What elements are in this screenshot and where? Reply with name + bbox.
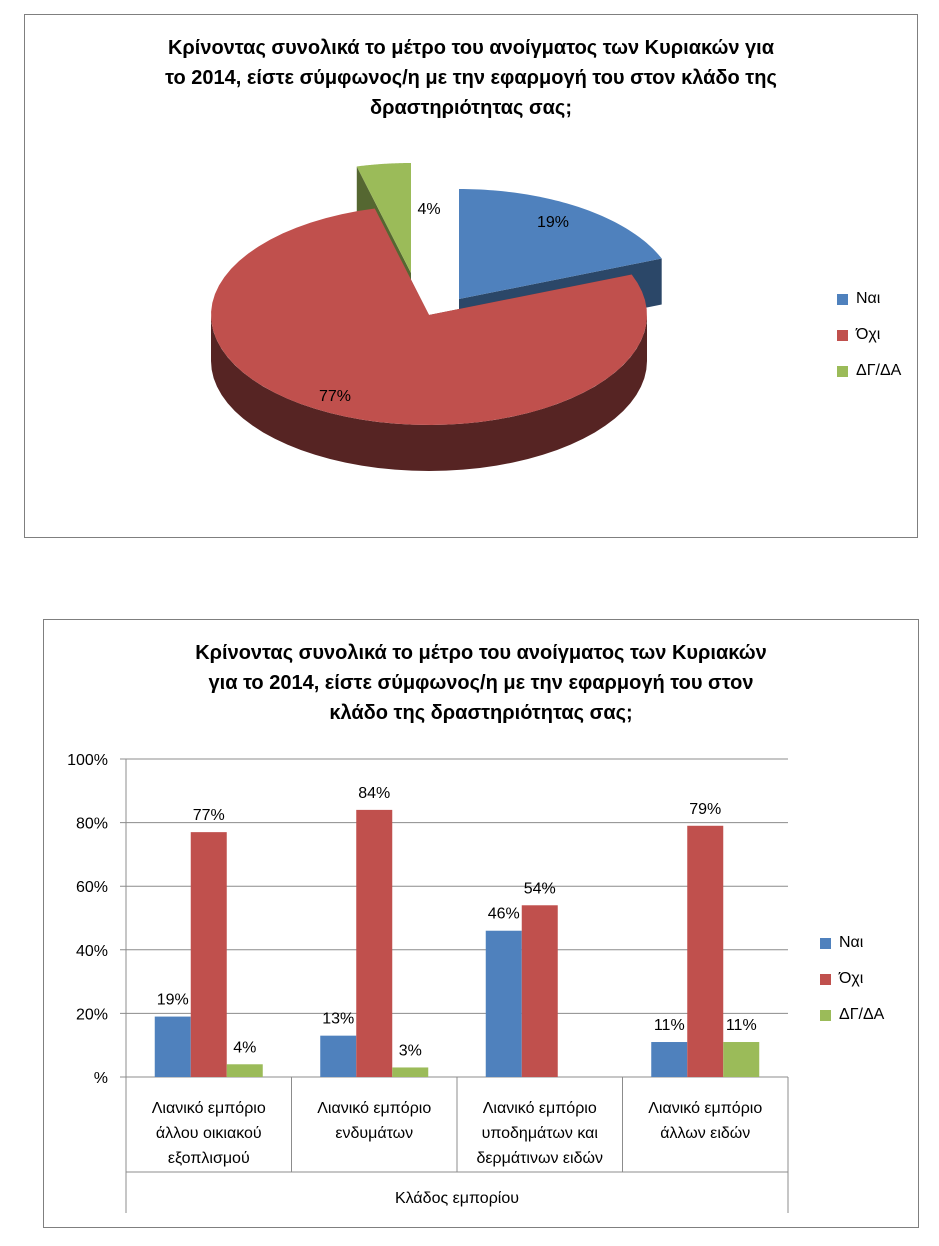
legend-swatch-no: [820, 974, 831, 985]
bar-chart-panel: [43, 619, 919, 1228]
legend-item-na: [837, 353, 901, 389]
x-category-label: εξοπλισμού: [167, 1150, 250, 1167]
x-category-label: ενδυμάτων: [335, 1125, 414, 1142]
legend-swatch-na: [837, 366, 848, 377]
legend-label: Ναι: [839, 934, 864, 951]
bar-yes: [486, 931, 522, 1077]
bar-no: [356, 810, 392, 1077]
bar-legend: [820, 925, 884, 1033]
pie-data-label: 19%: [536, 214, 570, 231]
legend-label: ΔΓ/ΔΑ: [856, 362, 902, 379]
legend-item-no: [820, 961, 884, 997]
bar-title-line: Κρίνοντας συνολικά το μέτρο του ανοίγματος των Κυριακών: [195, 642, 767, 664]
legend-label: ΔΓ/ΔΑ: [839, 1006, 885, 1023]
x-category-label: άλλων ειδών: [660, 1125, 751, 1142]
bar-na: [392, 1067, 428, 1077]
legend-swatch-yes: [837, 294, 848, 305]
pie-title-line: Κρίνοντας συνολικά το μέτρο του ανοίγματος των Κυριακών για: [167, 37, 775, 59]
bar-data-label: 11%: [653, 1017, 685, 1035]
x-category-label: Λιανικό εμπόριο: [317, 1100, 432, 1117]
legend-label: Ναι: [856, 290, 881, 307]
bar-na: [723, 1042, 759, 1077]
bar-data-label: 54%: [523, 880, 556, 898]
bar-data-label: 13%: [322, 1010, 355, 1028]
pie-legend: [837, 281, 901, 389]
legend-item-yes: [837, 281, 901, 317]
legend-label: Όχι: [839, 970, 864, 987]
bar-yes: [320, 1036, 356, 1077]
bar-data-label: 4%: [233, 1039, 257, 1057]
bar-na: [227, 1064, 263, 1077]
bar-title-line: κλάδο της δραστηριότητας σας;: [329, 702, 633, 724]
bar-yes: [155, 1017, 191, 1077]
pie-chart: [25, 15, 917, 537]
bar-data-label: 46%: [487, 905, 520, 923]
x-category-label: Λιανικό εμπόριο: [482, 1100, 597, 1117]
bar-data-label: 19%: [156, 991, 189, 1009]
bar-title-line: για το 2014, είστε σύμφωνος/η με την εφαρμογή του στον: [208, 672, 754, 694]
x-category-label: δερμάτινων ειδών: [476, 1150, 604, 1167]
bar-yes: [651, 1042, 687, 1077]
x-category-label: Λιανικό εμπόριο: [648, 1100, 763, 1117]
legend-item-no: [837, 317, 901, 353]
y-tick-label: 40%: [75, 942, 108, 960]
x-axis-title: Κλάδος εμπορίου: [394, 1190, 520, 1207]
pie-data-label: 77%: [318, 388, 352, 405]
legend-item-na: [820, 997, 884, 1033]
bar-no: [191, 832, 227, 1077]
x-category-label: άλλου οικιακού: [155, 1125, 262, 1142]
bar-chart: [44, 620, 918, 1227]
bar-data-label: 77%: [192, 807, 225, 825]
y-tick-label: %: [93, 1070, 108, 1087]
pie-data-label: 4%: [417, 201, 441, 218]
bar-data-label: 3%: [398, 1042, 422, 1060]
bar-data-label: 11%: [725, 1017, 757, 1035]
bar-data-label: 79%: [689, 800, 722, 818]
x-category-label: υποδημάτων και: [481, 1125, 598, 1142]
x-category-label: Λιανικό εμπόριο: [151, 1100, 266, 1117]
bar-data-label: 84%: [358, 784, 391, 802]
pie-title-line: δραστηριότητας σας;: [369, 97, 572, 119]
pie-chart-panel: [24, 14, 918, 538]
legend-swatch-no: [837, 330, 848, 341]
bar-no: [687, 826, 723, 1077]
y-tick-label: 80%: [75, 815, 108, 833]
legend-label: Όχι: [856, 326, 881, 343]
pie-title-line: το 2014, είστε σύμφωνος/η με την εφαρμογή του στον κλάδο της: [165, 67, 777, 89]
bar-no: [522, 905, 558, 1077]
legend-swatch-na: [820, 1010, 831, 1021]
legend-swatch-yes: [820, 938, 831, 949]
y-tick-label: 100%: [67, 752, 108, 769]
legend-item-yes: [820, 925, 884, 961]
y-tick-label: 60%: [75, 879, 108, 897]
y-tick-label: 20%: [75, 1006, 108, 1024]
